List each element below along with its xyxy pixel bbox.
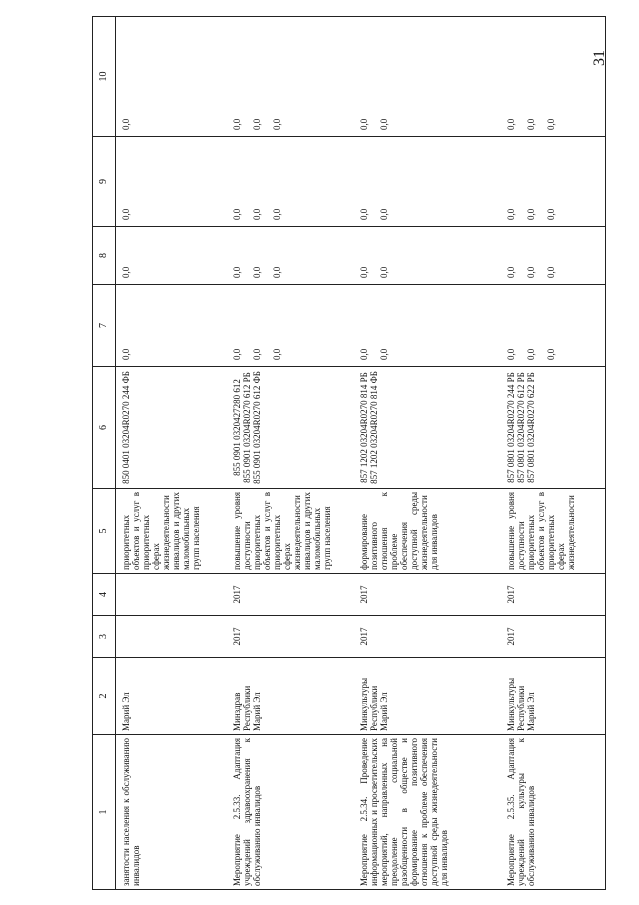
budget-codes [501, 367, 606, 489]
value: 0,0 [358, 118, 369, 130]
col-header-2: 2 [93, 658, 116, 735]
table-row [501, 17, 606, 890]
value: 0,0 [271, 266, 282, 278]
value: 0,0 [378, 348, 389, 360]
measure-name: Мероприятие 2.5.35. Адаптация учреждений культуры к обслуживанию инвалидов [501, 735, 606, 890]
value-col-10 [501, 17, 606, 137]
value: 0,0 [121, 266, 131, 278]
value: 0,0 [121, 208, 131, 220]
value: 0,0 [231, 348, 242, 360]
expected-result: формирование позитивного отношения к проблеме обеспечения доступной среды жизнедеятельности для инвалидов [354, 489, 501, 574]
col-header-3: 3 [93, 616, 116, 658]
col-header-1: 1 [93, 735, 116, 890]
budget-codes [227, 367, 354, 489]
value: 0,0 [231, 208, 242, 220]
value: 0,0 [378, 208, 389, 220]
budget-code: 857 0801 03204R0270 244 РБ [505, 372, 516, 483]
budget-code: 855 0901 03204R0270 612 ФБ [251, 371, 262, 484]
value: 0,0 [121, 348, 131, 360]
col-header-8: 8 [93, 227, 116, 285]
year-from: 2017 [227, 616, 354, 658]
value-col-7 [354, 285, 501, 367]
value: 0,0 [525, 208, 536, 220]
value: 0,0 [358, 348, 369, 360]
value: 0,0 [505, 266, 516, 278]
measure-name: Мероприятие 2.5.34. Проведение информационных и просветительских мероприятий, направленных на преодоление социальной разобщенности в обществе и формирование позитивного отношения к проблеме обеспечения доступной среды жизнедеятельности для инвалидов [354, 735, 501, 890]
value-col-9 [116, 137, 227, 227]
year-from [116, 616, 227, 658]
year-from: 2017 [501, 616, 606, 658]
expected-result: повышение уровня доступности приоритетных объектов и услуг в приоритетных сферах жизнедеятельности инвалидов и других маломобильных групп населения [227, 489, 354, 574]
rotated-table-container [92, 17, 610, 890]
value-col-7 [227, 285, 354, 367]
table-row [116, 17, 227, 890]
budget-code: 857 0801 03204R0270 612 РБ [515, 372, 526, 483]
value-col-9 [354, 137, 501, 227]
year-to: 2017 [354, 574, 501, 616]
value-col-10 [354, 17, 501, 137]
value: 0,0 [525, 118, 536, 130]
year-to: 2017 [501, 574, 606, 616]
value: 0,0 [525, 266, 536, 278]
value: 0,0 [358, 208, 369, 220]
year-to [116, 574, 227, 616]
value: 0,0 [505, 208, 516, 220]
value: 0,0 [231, 118, 242, 130]
value: 0,0 [545, 266, 556, 278]
col-header-5: 5 [93, 489, 116, 574]
value: 0,0 [231, 266, 242, 278]
budget-code: 850 0401 03204R0270 244 ФБ [121, 371, 131, 484]
year-from: 2017 [354, 616, 501, 658]
budget-code: 857 1202 03204R0270 814 ФБ [368, 371, 379, 484]
value-col-8 [116, 227, 227, 285]
value: 0,0 [545, 208, 556, 220]
col-header-6: 6 [93, 367, 116, 489]
col-header-4: 4 [93, 574, 116, 616]
value: 0,0 [271, 208, 282, 220]
value: 0,0 [251, 348, 262, 360]
table-row [354, 17, 501, 890]
value: 0,0 [378, 118, 389, 130]
value-col-7 [501, 285, 606, 367]
col-header-10: 10 [93, 17, 116, 137]
col-header-9: 9 [93, 137, 116, 227]
measure-name: занятости населения к обслуживанию инвалидов [116, 735, 227, 890]
table-row [227, 17, 354, 890]
value: 0,0 [271, 118, 282, 130]
value-col-8 [227, 227, 354, 285]
value: 0,0 [505, 118, 516, 130]
expected-result: приоритетных объектов и услуг в приоритетных сферах жизнедеятельности инвалидов и других маломобильных групп населения [116, 489, 227, 574]
value: 0,0 [251, 118, 262, 130]
budget-code: 855 0901 0320427280 612 [231, 379, 242, 476]
value-col-8 [501, 227, 606, 285]
budget-code: 857 1202 03204R0270 814 РБ [358, 372, 369, 483]
value-col-9 [501, 137, 606, 227]
page-number: 31 [591, 50, 608, 66]
value-col-10 [227, 17, 354, 137]
executor: Минздрав Республики Марий Эл [227, 658, 354, 735]
value: 0,0 [545, 118, 556, 130]
value: 0,0 [271, 348, 282, 360]
year-to: 2017 [227, 574, 354, 616]
column-number-row [93, 17, 116, 890]
value: 0,0 [525, 348, 536, 360]
budget-code: 855 0901 03204R0270 612 РБ [241, 372, 252, 483]
value: 0,0 [121, 118, 131, 130]
executor: Минкультуры Республики Марий Эл [354, 658, 501, 735]
value: 0,0 [545, 348, 556, 360]
executor: Марий Эл [116, 658, 227, 735]
col-header-7: 7 [93, 285, 116, 367]
expected-result: повышение уровня доступности приоритетных объектов и услуг в приоритетных сферах жизнедеятельности [501, 489, 606, 574]
value: 0,0 [505, 348, 516, 360]
budget-codes [116, 367, 227, 489]
value-col-9 [227, 137, 354, 227]
value: 0,0 [251, 266, 262, 278]
budget-code: 857 0801 03204R0270 622 РБ [525, 372, 536, 483]
value-col-10 [116, 17, 227, 137]
executor: Минкультуры Республики Марий Эл [501, 658, 606, 735]
value: 0,0 [378, 266, 389, 278]
value: 0,0 [358, 266, 369, 278]
measure-name: Мероприятие 2.5.33. Адаптация учреждений здравоохранения к обслуживанию инвалидов [227, 735, 354, 890]
value-col-8 [354, 227, 501, 285]
value: 0,0 [251, 208, 262, 220]
value-col-7 [116, 285, 227, 367]
measures-table [92, 16, 606, 890]
budget-codes [354, 367, 501, 489]
